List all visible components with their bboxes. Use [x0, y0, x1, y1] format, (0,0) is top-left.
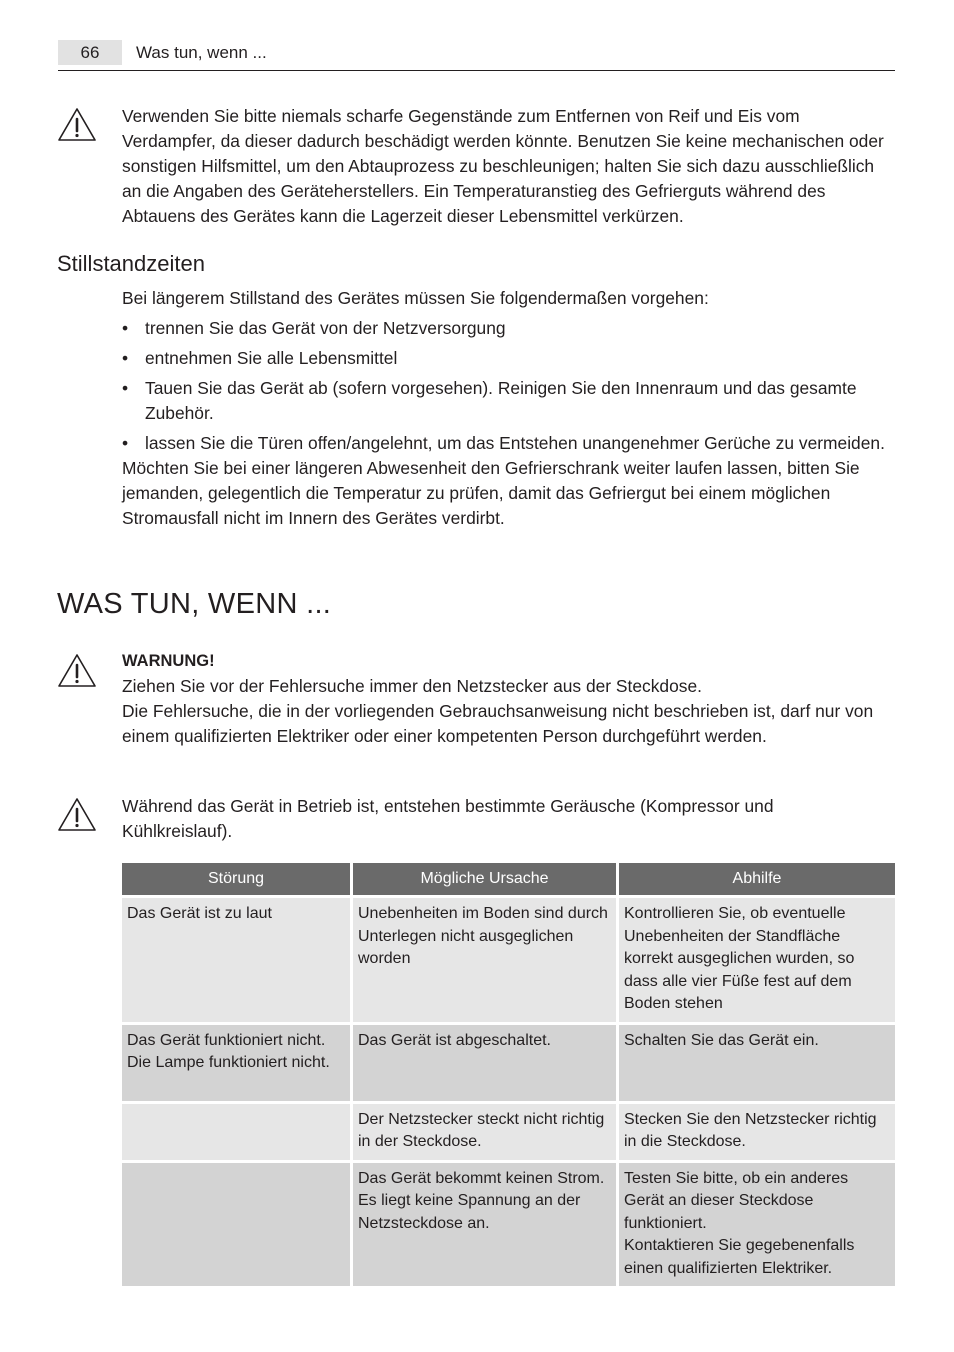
- page-header: [58, 40, 895, 71]
- table-row: [122, 898, 895, 1025]
- defrost-warning-paragraph: Verwenden Sie bitte niemals scharfe Gegenstände zum Entfernen von Reif und Eis vom Verdampfer, da dieser dadurch beschädigt werden könnte. Benutzen Sie keine mechanischen oder sonstigen Hilfsmittel, um den Abtauprozess zu beschleunigen; halten Sie sich dazu ausschließlich an die Angaben des Geräteherstellers. Ein Temperaturanstieg des Gefrierguts während des Abtauens des Gerätes kann die Lagerzeit dieser Lebensmittel verkürzen.: [122, 106, 884, 226]
- column-header-remedy: Abhilfe: [619, 863, 895, 898]
- standstill-section: [122, 286, 897, 531]
- table-row: [122, 1104, 895, 1163]
- list-item: • lassen Sie die Türen offen/angelehnt, um das Entstehen unangenehmer Gerüche zu vermeiden.: [122, 431, 897, 456]
- table-cell-cause: Unebenheiten im Boden sind durch Unterlegen nicht ausgeglichen worden: [353, 898, 619, 1025]
- remedy-line-2: Kontaktieren Sie gegebenenfalls einen qualifizierten Elektriker.: [624, 1237, 855, 1277]
- section-heading-standstill: Stillstandzeiten: [57, 251, 205, 276]
- table-cell-cause: Der Netzstecker steckt nicht richtig in der Steckdose.: [353, 1104, 619, 1163]
- electrical-warning: [122, 649, 882, 749]
- table-cell-fault: [122, 1104, 353, 1163]
- list-item: • entnehmen Sie alle Lebensmittel: [122, 346, 897, 371]
- page-title: WAS TUN, WENN ...: [57, 588, 332, 620]
- table-cell-cause: Das Gerät ist abgeschaltet.: [353, 1025, 619, 1104]
- remedy-line-1: Testen Sie bitte, ob ein anderes Gerät an dieser Steckdose funktioniert.: [624, 1169, 849, 1232]
- troubleshooting-table: [122, 863, 895, 1289]
- warning-triangle-icon: [57, 107, 97, 143]
- table-cell-cause: Das Gerät bekommt keinen Strom. Es liegt keine Spannung an der Netzsteckdose an.: [353, 1163, 619, 1290]
- table-cell-fault: Das Gerät ist zu laut: [122, 898, 353, 1025]
- header-title: Was tun, wenn ...: [136, 43, 267, 62]
- standstill-intro: Bei längerem Stillstand des Gerätes müssen Sie folgendermaßen vorgehen:: [122, 288, 709, 308]
- noise-note-paragraph: Während das Gerät in Betrieb ist, entstehen bestimmte Geräusche (Kompressor und Kühlkreislauf).: [122, 796, 774, 841]
- table-cell-remedy: [619, 1163, 895, 1290]
- warning-triangle-icon: [57, 653, 97, 689]
- warning-label: WARNUNG!: [122, 652, 215, 670]
- list-item: • Tauen Sie das Gerät ab (sofern vorgesehen). Reinigen Sie den Innenraum und das gesamte Zubehör.: [122, 376, 897, 426]
- page-number: 66: [58, 40, 122, 65]
- table-cell-fault: [122, 1163, 353, 1290]
- defrost-warning-text: [122, 104, 894, 229]
- table-cell-remedy: Stecken Sie den Netzstecker richtig in die Steckdose.: [619, 1104, 895, 1163]
- warning-line-1: Ziehen Sie vor der Fehlersuche immer den Netzstecker aus der Steckdose.: [122, 676, 702, 696]
- table-cell-remedy: Schalten Sie das Gerät ein.: [619, 1025, 895, 1104]
- table-row: [122, 1163, 895, 1290]
- standstill-list: [122, 316, 897, 456]
- column-header-fault: Störung: [122, 863, 353, 898]
- table-header-row: [122, 863, 895, 898]
- noise-note: [122, 794, 882, 844]
- column-header-cause: Mögliche Ursache: [353, 863, 619, 898]
- table-cell-fault: Das Gerät funktioniert nicht. Die Lampe funktioniert nicht.: [122, 1025, 353, 1104]
- list-item: • trennen Sie das Gerät von der Netzversorgung: [122, 316, 897, 341]
- table-cell-remedy: Kontrollieren Sie, ob eventuelle Unebenheiten der Standfläche korrekt ausgeglichen wurden, so dass alle vier Füße fest auf dem Boden stehen: [619, 898, 895, 1025]
- warning-triangle-icon: [57, 797, 97, 833]
- standstill-outro: Möchten Sie bei einer längeren Abwesenheit den Gefrierschrank weiter laufen lassen, bitten Sie jemanden, gelegentlich die Temperatur zu prüfen, damit das Gefriergut bei einem möglichen Stromausfall nicht im Innern des Gerätes verdirbt.: [122, 458, 860, 528]
- table-row: [122, 1025, 895, 1104]
- warning-line-2: Die Fehlersuche, die in der vorliegenden Gebrauchsanweisung nicht beschrieben ist, darf nur von einem qualifizierten Elektriker oder einer kompetenten Person durchgeführt werden.: [122, 701, 874, 746]
